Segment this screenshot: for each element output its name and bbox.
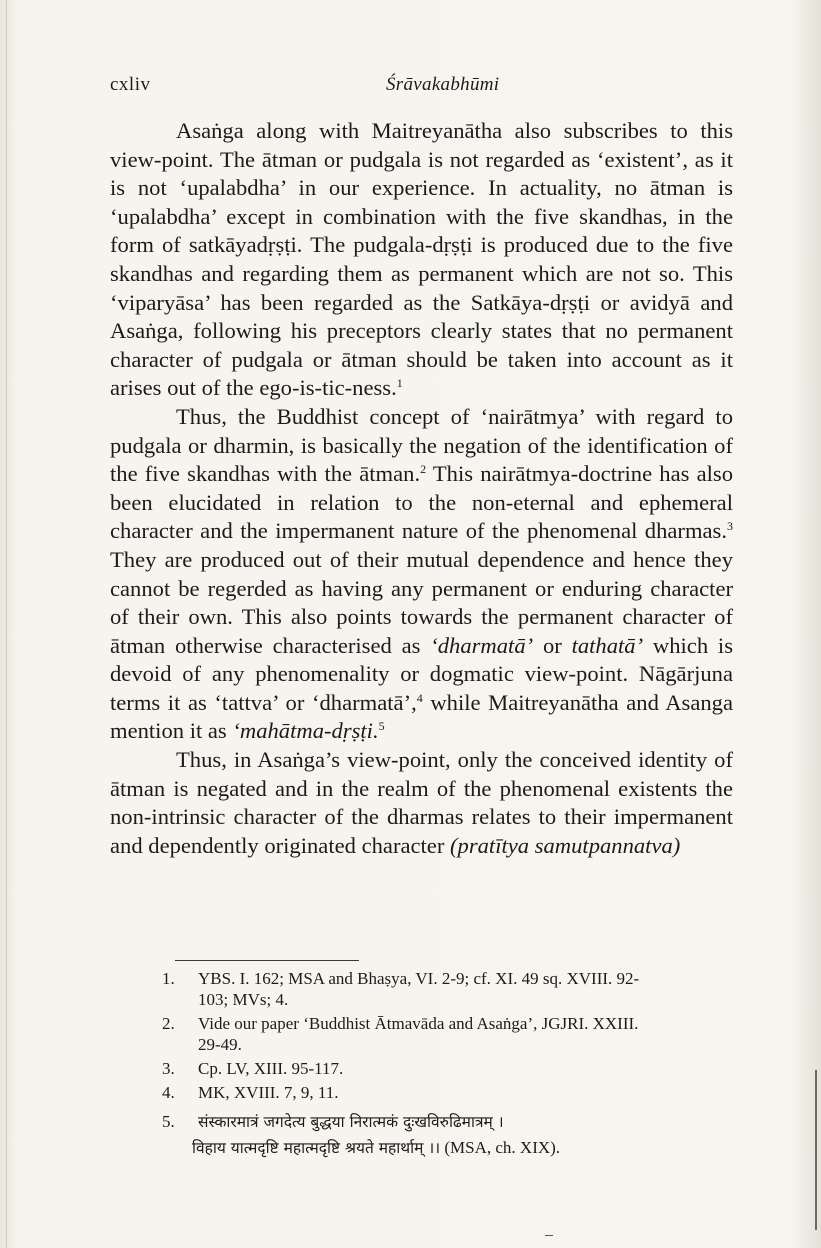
printer-mark (545, 1235, 553, 1236)
footnote-3: 3. Cp. LV, XIII. 95-117. (162, 1059, 344, 1078)
footnote-number: 4. (162, 1083, 175, 1102)
sanskrit-verse-line-1: संस्कारमात्रं जगदेत्य बुद्धया निरात्मकं दुःखविरुढिमात्रम् । (198, 1113, 504, 1131)
footnote-2: 2. Vide our paper ‘Buddhist Ātmavāda and Asaṅga’, JGJRI. XXIII. 29-49. (162, 1014, 639, 1054)
footnote-number: 3. (162, 1059, 175, 1078)
page-header (110, 74, 740, 98)
term-mahatma-drsti: ‘mahātma-dṛṣṭi. (232, 718, 379, 744)
term-dharmata: ‘dharmatā’ (430, 632, 534, 658)
footnote-4: 4. MK, XVIII. 7, 9, 11. (162, 1083, 339, 1102)
footnote-ref-4: 4 (416, 690, 423, 705)
page-number: cxliv (110, 74, 151, 95)
body-text (110, 117, 733, 860)
paragraph-3: Thus, in Asaṅga’s view-point, only the conceived identity of ātman is negated and in the realm of the phenomenal existents the non-intrinsic character of the dharmas relates to their impermanent and dependently originated character (pratītya samutpannatva) (110, 747, 733, 858)
running-title: Śrāvakabhūmi (386, 74, 500, 95)
footnote-ref-1: 1 (396, 376, 403, 391)
footnotes (110, 968, 740, 1164)
footnote-ref-3: 3 (727, 519, 733, 534)
footnote-5-citation: (MSA, ch. XIX). (440, 1138, 561, 1157)
footnote-number: 2. (162, 1014, 175, 1033)
footnote-number: 5. (162, 1112, 175, 1131)
paragraph-1: Asaṅga along with Maitreyanātha also subscribes to this view-point. The ātman or pudgala is not regarded as ‘existent’, as it is not ‘upalabdha’ in our experience. In actuality, no ātman is ‘upalabdha’ except in combination with the five skandhas, in the form of satkāyadṛṣṭi. The pudgala-dṛṣṭi is produced due to the five skandhas and regarding them as permanent which are not so. This ‘viparyāsa’ has been regarded as the Satkāya-dṛṣṭi or avidyā and Asaṅga, following his preceptors clearly states that no permanent character of pudgala or ātman should be taken into account as it arises out of the ego-is-tic-ness.$^1$ (110, 118, 733, 401)
paragraph-2: Thus, the Buddhist concept of ‘nairātmya’ with regard to pudgala or dharmin, is basically the negation of the identification of the five skandhas with the ātman.$^2$ This nairātmya-doctrine has also been elucidated in relation to the non-eternal and ephemeral character and the impermanent nature of the phenomenal dharmas.$^3$ They are produced out of their mutual dependence and hence they cannot be regerded as having any permanent or enduring character of their own. This also points towards the permanent character of ātman otherwise characterised as ‘dharmatā’ or tathatā’ which is devoid of any phenomenality or dogmatic view-point. Nāgārjuna terms it as ‘tattva’ or ‘dharmatā’,$^4$ while Maitreyanātha and Asanga mention it as ‘mahātma-dṛṣṭi.$^5$ (110, 403, 733, 744)
footnote-1: 1. YBS. I. 162; MSA and Bhaṣya, VI. 2-9; cf. XI. 49 sq. XVIII. 92- 103; MVs; 4. (162, 969, 640, 1009)
sanskrit-verse-line-2: विहाय यात्मदृष्टि महात्मदृष्टि श्रयते महार्थाम् ।। (192, 1139, 441, 1157)
page-edge-shadow (815, 1070, 817, 1230)
footnote-ref-2: 2 (420, 462, 427, 477)
term-pratitya-samutpannatva: (pratītya samutpannatva) (450, 832, 681, 858)
footnote-5 (110, 1109, 740, 1161)
footnote-number: 1. (162, 969, 175, 988)
footnote-ref-5: 5 (378, 719, 385, 734)
footnote-divider (175, 960, 359, 961)
term-tathata: tathatā’ (571, 632, 644, 658)
binding-edge (6, 0, 7, 1248)
